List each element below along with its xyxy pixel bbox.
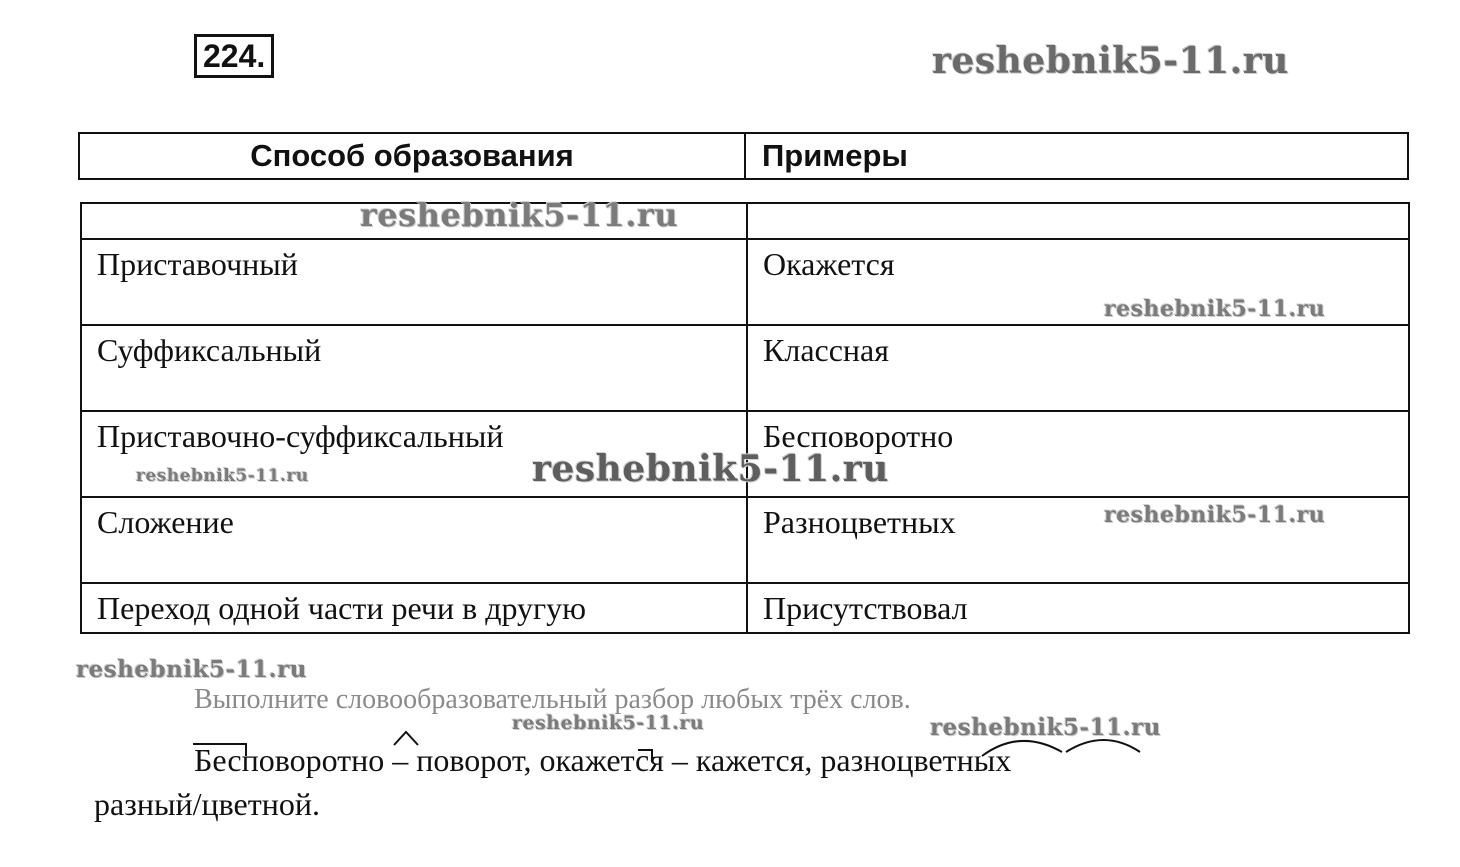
analysis-line-1: Бесповоротно – поворот, окажется – кажется, разноцветных bbox=[194, 742, 1012, 778]
example-cell: Классная bbox=[747, 325, 1409, 411]
root-arc-mark bbox=[1066, 740, 1140, 752]
example-cell: Бесповоротно bbox=[747, 411, 1409, 497]
watermark: reshebnik5-11.ru bbox=[532, 448, 889, 490]
watermark: reshebnik5-11.ru bbox=[76, 656, 307, 683]
watermark: reshebnik5-11.ru bbox=[932, 40, 1289, 82]
column-header-examples: Примеры bbox=[745, 133, 1408, 179]
task-number: 224. bbox=[194, 34, 274, 78]
example-cell: Присутствовал bbox=[747, 583, 1409, 633]
example-cell: Разноцветных bbox=[747, 497, 1409, 583]
method-cell: Приставочный bbox=[81, 239, 747, 325]
table-row bbox=[81, 583, 1409, 633]
example-cell: Окажется bbox=[747, 239, 1409, 325]
table-row bbox=[81, 325, 1409, 411]
method-cell: Суффиксальный bbox=[81, 325, 747, 411]
watermark: reshebnik5-11.ru bbox=[512, 712, 705, 734]
table-header bbox=[78, 132, 1409, 180]
column-header-method: Способ образования bbox=[79, 133, 745, 179]
watermark: reshebnik5-11.ru bbox=[930, 714, 1161, 741]
word-formation-table bbox=[80, 202, 1410, 634]
analysis-line-2: разный/цветной. bbox=[94, 786, 320, 822]
task-instruction: Выполните словообразовательный разбор любых трёх слов. bbox=[194, 684, 911, 715]
watermark: reshebnik5-11.ru bbox=[1104, 502, 1326, 528]
method-cell: Переход одной части речи в другую bbox=[81, 583, 747, 633]
table-row bbox=[81, 203, 1409, 239]
method-cell: Сложение bbox=[81, 497, 747, 583]
watermark: reshebnik5-11.ru bbox=[360, 196, 679, 234]
method-cell: Приставочно-суффиксальный bbox=[81, 411, 747, 497]
watermark: reshebnik5-11.ru bbox=[136, 466, 309, 486]
watermark: reshebnik5-11.ru bbox=[1104, 296, 1326, 322]
